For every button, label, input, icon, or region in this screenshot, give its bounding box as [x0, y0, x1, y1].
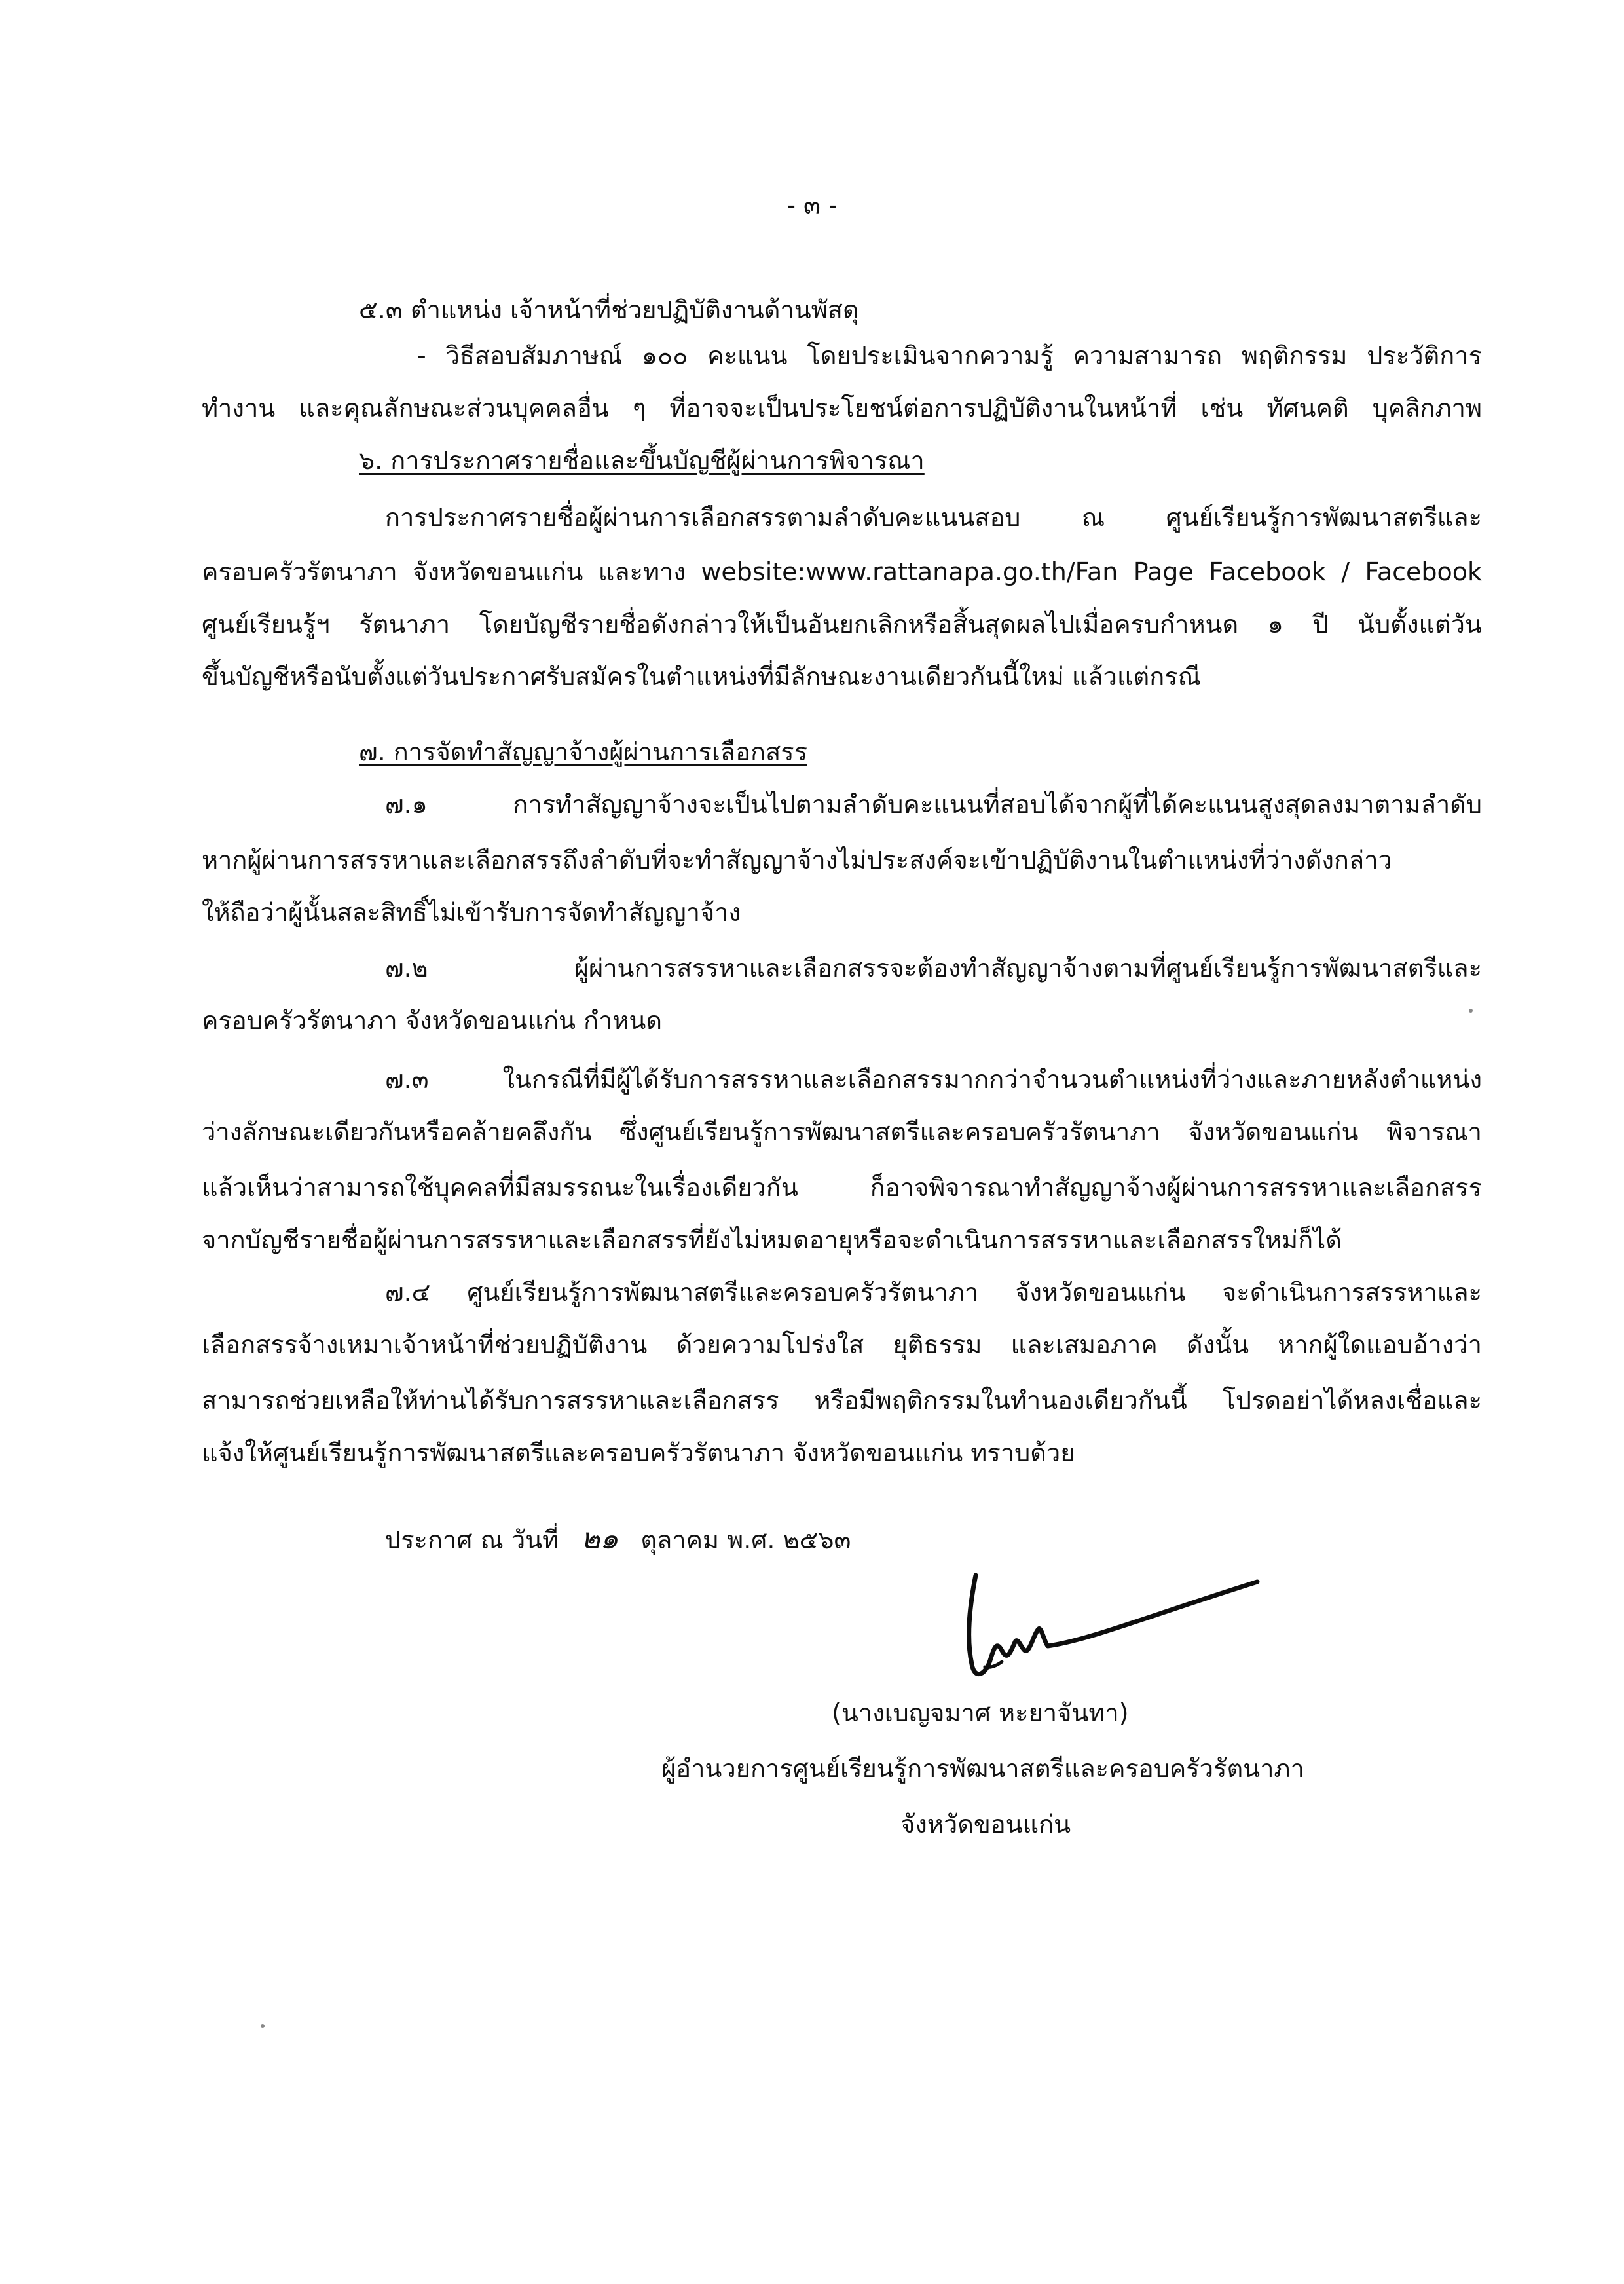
section-7-3-line-1: ๗.๓ ในกรณีที่มีผู้ได้รับการสรรหาและเลือกสรรมากกว่าจำนวนตำแหน่งที่ว่างและภายหลังตำแหน่ง — [385, 1065, 1482, 1094]
signatory-position: ผู้อำนวยการศูนย์เรียนรู้การพัฒนาสตรีและครอบครัวรัตนาภา — [661, 1754, 1304, 1783]
signatory-name: (นางเบญจมาศ หะยาจันทา) — [832, 1698, 1129, 1727]
section-7-4-line-2: เลือกสรรจ้างเหมาเจ้าหน้าที่ช่วยปฏิบัติงาน ด้วยความโปร่งใส ยุติธรรม และเสมอภาค ดังนั้น หากผู้ใดแอบอ้างว่า — [202, 1330, 1482, 1359]
section-5-3-line-1: - วิธีสอบสัมภาษณ์ ๑๐๐ คะแนน โดยประเมินจากความรู้ ความสามารถ พฤติกรรม ประวัติการ — [417, 341, 1482, 370]
section-7-1-line-3: ให้ถือว่าผู้นั้นสละสิทธิ์ไม่เข้ารับการจัดทำสัญญาจ้าง — [202, 898, 741, 927]
page-number: - ๓ - — [786, 191, 838, 219]
section-7-3-line-3: แล้วเห็นว่าสามารถใช้บุคคลที่มีสมรรถนะในเรื่องเดียวกัน ก็อาจพิจารณาทำสัญญาจ้างผู้ผ่านการสรรหาและเลือกสรร — [202, 1173, 1482, 1202]
section-7-4-line-4: แจ้งให้ศูนย์เรียนรู้การพัฒนาสตรีและครอบครัวรัตนาภา จังหวัดขอนแก่น ทราบด้วย — [202, 1438, 1075, 1467]
section-7-heading: ๗. การจัดทำสัญญาจ้างผู้ผ่านการเลือกสรร — [359, 738, 807, 766]
section-5-3-heading: ๕.๓ ตำแหน่ง เจ้าหน้าที่ช่วยปฏิบัติงานด้านพัสดุ — [359, 295, 859, 324]
announcement-prefix: ประกาศ ณ วันที่ — [385, 1526, 559, 1554]
section-5-3-line-2: ทำงาน และคุณลักษณะส่วนบุคคลอื่น ๆ ที่อาจจะเป็นประโยชน์ต่อการปฏิบัติงานในหน้าที่ เช่น ทัศนคติ บุคลิกภาพ — [202, 394, 1482, 422]
scan-speck — [1469, 1009, 1473, 1013]
scan-speck — [261, 2024, 265, 2028]
announcement-month-year: ตุลาคม พ.ศ. ๒๕๖๓ — [640, 1526, 851, 1554]
section-6-line-2: ครอบครัวรัตนาภา จังหวัดขอนแก่น และทาง website:www.rattanapa.go.th/Fan Page Facebook / Facebook — [202, 557, 1482, 586]
section-7-3-line-2: ว่างลักษณะเดียวกันหรือคล้ายคลึงกัน ซึ่งศูนย์เรียนรู้การพัฒนาสตรีและครอบครัวรัตนาภา จังหวัดขอนแก่น พิจารณา — [202, 1117, 1482, 1146]
section-6-line-4: ขึ้นบัญชีหรือนับตั้งแต่วันประกาศรับสมัครในตำแหน่งที่มีลักษณะงานเดียวกันนี้ใหม่ แล้วแต่กรณี — [202, 662, 1201, 691]
signature-image — [956, 1569, 1270, 1700]
signatory-province: จังหวัดขอนแก่น — [900, 1810, 1071, 1839]
section-6-line-3: ศูนย์เรียนรู้ฯ รัตนาภา โดยบัญชีรายชื่อดังกล่าวให้เป็นอันยกเลิกหรือสิ้นสุดผลไปเมื่อครบกำหนด ๑ ปี นับตั้งแต่วัน — [202, 610, 1482, 639]
section-6-heading: ๖. การประกาศรายชื่อและขึ้นบัญชีผู้ผ่านการพิจารณา — [359, 446, 925, 475]
section-7-4-line-1: ๗.๔ ศูนย์เรียนรู้การพัฒนาสตรีและครอบครัวรัตนาภา จังหวัดขอนแก่น จะดำเนินการสรรหาและ — [385, 1278, 1482, 1307]
section-7-4-line-3: สามารถช่วยเหลือให้ท่านได้รับการสรรหาและเลือกสรร หรือมีพฤติกรรมในทำนองเดียวกันนี้ โปรดอย่าได้หลงเชื่อและ — [202, 1386, 1482, 1415]
section-7-2-line-1: ๗.๒ ผู้ผ่านการสรรหาและเลือกสรรจะต้องทำสัญญาจ้างตามที่ศูนย์เรียนรู้การพัฒนาสตรีและ — [385, 954, 1482, 983]
section-7-1-line-1: ๗.๑ การทำสัญญาจ้างจะเป็นไปตามลำดับคะแนนที่สอบได้จากผู้ที่ได้คะแนนสูงสุดลงมาตามลำดับ — [385, 790, 1482, 819]
section-7-2-line-2: ครอบครัวรัตนาภา จังหวัดขอนแก่น กำหนด — [202, 1006, 663, 1035]
announcement-date — [385, 1520, 851, 1560]
section-7-1-line-2: หากผู้ผ่านการสรรหาและเลือกสรรถึงลำดับที่จะทำสัญญาจ้างไม่ประสงค์จะเข้าปฏิบัติงานในตำแหน่งที่ว่างดังกล่าว — [202, 846, 1392, 874]
section-7-3-line-4: จากบัญชีรายชื่อผู้ผ่านการสรรหาและเลือกสรรที่ยังไม่หมดอายุหรือจะดำเนินการสรรหาและเลือกสรรใหม่ก็ได้ — [202, 1226, 1342, 1254]
announcement-day: ๒๑ — [581, 1522, 619, 1556]
section-6-line-1: การประกาศรายชื่อผู้ผ่านการเลือกสรรตามลำดับคะแนนสอบ ณ ศูนย์เรียนรู้การพัฒนาสตรีและ — [385, 503, 1482, 532]
